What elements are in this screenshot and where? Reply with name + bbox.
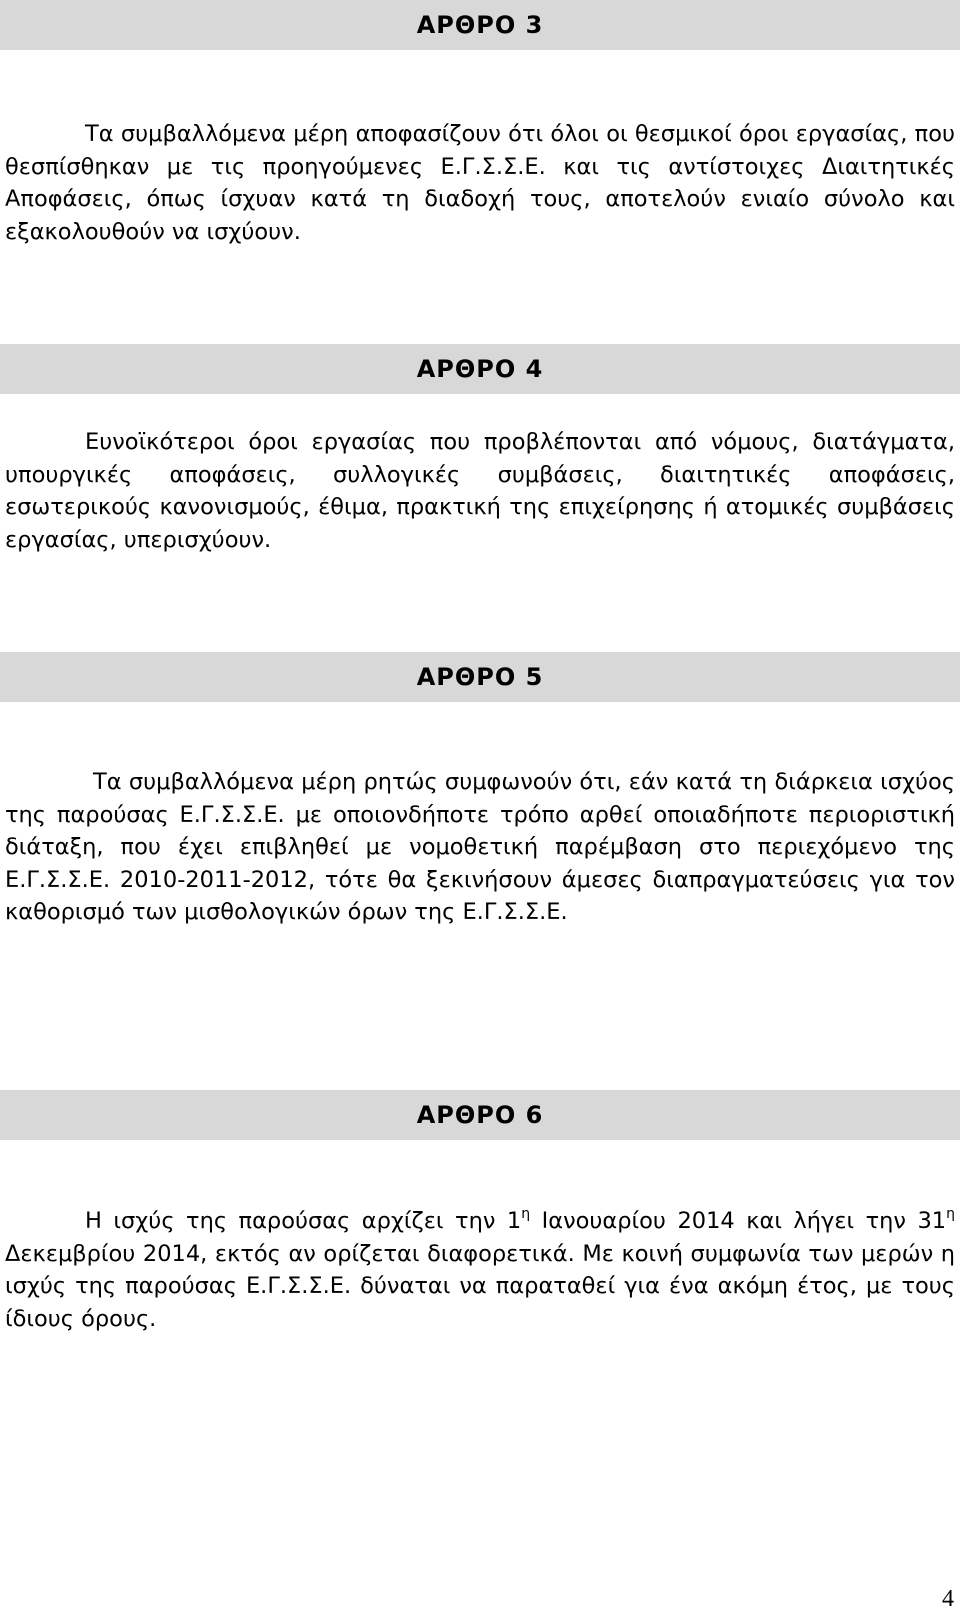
article-6-text: Η ισχύς της παρούσας αρχίζει την $1^\eta$ Ιανουαρίου 2014 και λήγει την $31^\eta$ Δεκεμβρίου 2014, εκτός αν ορίζεται διαφορετικά. Με κοινή συμφωνία των μερών η ισχύς της παρούσας Ε.Γ.Σ.Σ.Ε. δύναται να παραταθεί για ένα ακόμη έτος, με τους ίδιους όρους.	[5, 1205, 955, 1332]
article-5-heading: ΑΡΘΡΟ 5	[416, 663, 544, 691]
article-5-heading-band	[0, 652, 960, 702]
article-4-text: Ευνοϊκότεροι όροι εργασίας που προβλέπονται από νόμους, διατάγματα, υπουργικές αποφάσεις, συλλογικές συμβάσεις, διαιτητικές αποφάσεις, εσωτερικούς κανονισμούς, έθιμα, πρακτική της επιχείρησης ή ατομικές συμβάσεις εργασίας, υπερισχύουν.	[5, 429, 955, 553]
article-3-heading-band	[0, 0, 960, 50]
article-6-heading-band	[0, 1090, 960, 1140]
article-3-text: Τα συμβαλλόμενα μέρη αποφασίζουν ότι όλοι οι θεσμικοί όροι εργασίας, που θεσπίσθηκαν με τις προηγούμενες Ε.Γ.Σ.Σ.Ε. και τις αντίστοιχες Διαιτητικές Αποφάσεις, όπως ίσχυαν κατά τη διαδοχή τους, αποτελούν ενιαίο σύνολο και εξακολουθούν να ισχύουν.	[5, 121, 955, 245]
article-6-heading: ΑΡΘΡΟ 6	[416, 1101, 544, 1129]
article-5-text: Τα συμβαλλόμενα μέρη ρητώς συμφωνούν ότι, εάν κατά τη διάρκεια ισχύος της παρούσας Ε.Γ.Σ.Σ.Ε. με οποιονδήποτε τρόπο αρθεί οποιαδήποτε περιοριστική διάταξη, που έχει επιβληθεί με νομοθετική παρέμβαση στο περιεχόμενο της Ε.Γ.Σ.Σ.Ε. 2010-2011-2012, τότε θα ξεκινήσουν άμεσες διαπραγματεύσεις για τον καθορισμό των μισθολογικών όρων της Ε.Γ.Σ.Σ.Ε.	[5, 769, 955, 925]
article-4-heading: ΑΡΘΡΟ 4	[416, 355, 544, 383]
article-3-heading: ΑΡΘΡΟ 3	[416, 11, 544, 39]
article-4-heading-band	[0, 344, 960, 394]
superscript-eta: η	[946, 1205, 955, 1222]
page-number: 4	[942, 1586, 954, 1612]
superscript-eta: η	[521, 1205, 531, 1222]
